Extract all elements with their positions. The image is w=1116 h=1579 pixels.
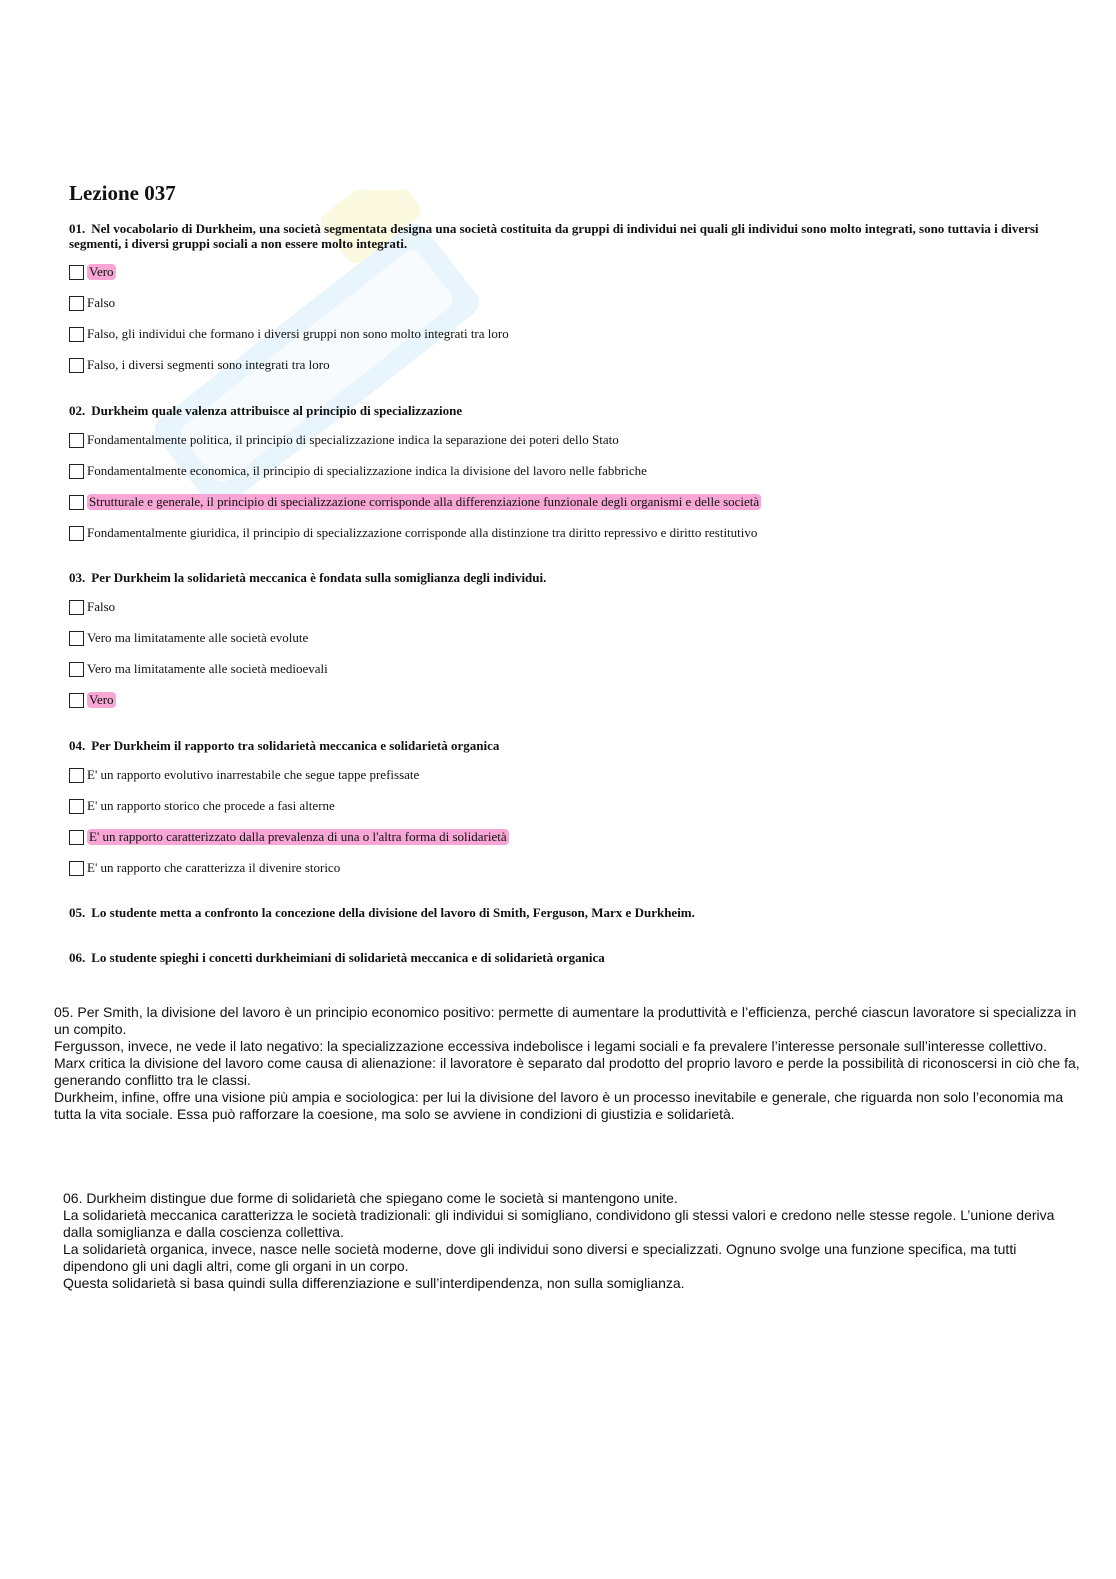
answer-paragraph: Fergusson, invece, ne vede il lato negativo: la specializzazione eccessiva indebolisce i legami sociali e fa prevalere l’interesse personale sull’interesse collettivo. (54, 1038, 1047, 1054)
checkbox[interactable] (69, 799, 84, 814)
option-row[interactable] (69, 828, 509, 846)
option-row[interactable] (69, 294, 115, 312)
option-label: Vero ma limitatamente alle società medioevali (87, 661, 328, 676)
answer-05 (54, 1004, 1084, 1123)
question-04 (69, 738, 1059, 753)
question-text: Per Durkheim il rapporto tra solidarietà meccanica e solidarietà organica (91, 738, 500, 753)
answer-paragraph: Questa solidarietà si basa quindi sulla differenziazione e sull’interdipendenza, non sulla somiglianza. (63, 1275, 685, 1291)
checkbox[interactable] (69, 861, 84, 876)
option-label-highlighted: Strutturale e generale, il principio di specializzazione corrisponde alla differenziazione funzionale degli organismi e delle società (89, 494, 760, 509)
option-row[interactable] (69, 356, 330, 374)
checkbox[interactable] (69, 327, 84, 342)
option-row[interactable] (69, 629, 308, 647)
option-row[interactable] (69, 263, 116, 281)
question-02 (69, 403, 1059, 418)
checkbox[interactable] (69, 433, 84, 448)
lesson-title: Lezione 037 (69, 181, 176, 205)
question-number: 02. (69, 403, 86, 418)
question-number: 04. (69, 738, 86, 753)
option-row[interactable] (69, 660, 328, 678)
option-label: Vero ma limitatamente alle società evolute (87, 630, 309, 645)
checkbox[interactable] (69, 358, 84, 373)
checkbox[interactable] (69, 495, 84, 510)
option-row[interactable] (69, 493, 761, 511)
checkbox[interactable] (69, 662, 84, 677)
option-label-highlighted: Vero (89, 692, 114, 707)
option-label: E' un rapporto storico che procede a fasi alterne (87, 798, 335, 813)
question-text: Lo studente metta a confronto la concezione della divisione del lavoro di Smith, Ferguson, Marx e Durkheim. (91, 905, 695, 920)
option-row[interactable] (69, 462, 647, 480)
answer-paragraph: La solidarietà organica, invece, nasce nelle società moderne, dove gli individui sono diversi e specializzati. Ognuno svolge una funzione specifica, ma tutti dipendono gli uni dagli altri, come gli organi in un corpo. (63, 1241, 1017, 1274)
checkbox[interactable] (69, 693, 84, 708)
question-03 (69, 570, 1059, 585)
checkbox[interactable] (69, 464, 84, 479)
option-row[interactable] (69, 524, 757, 542)
question-05 (69, 905, 1059, 920)
option-row[interactable] (69, 797, 335, 815)
option-label: Falso (87, 295, 116, 310)
question-text: Per Durkheim la solidarietà meccanica è fondata sulla somiglianza degli individui. (91, 570, 547, 585)
option-label: Fondamentalmente politica, il principio di specializzazione indica la separazione dei poteri dello Stato (87, 432, 619, 447)
question-number: 01. (69, 221, 86, 236)
option-label: E' un rapporto evolutivo inarrestabile che segue tappe prefissate (87, 767, 420, 782)
question-number: 06. (69, 950, 86, 965)
option-row[interactable] (69, 598, 115, 616)
answer-paragraph: La solidarietà meccanica caratterizza le società tradizionali: gli individui si somigliano, condividono gli stessi valori e credono nelle stesse regole. L’unione deriva dalla somiglianza e dalla coscienza collettiva. (63, 1207, 1055, 1240)
question-number: 03. (69, 570, 86, 585)
option-label: Falso (87, 599, 116, 614)
question-number: 05. (69, 905, 86, 920)
checkbox[interactable] (69, 830, 84, 845)
question-06 (69, 950, 1059, 965)
checkbox[interactable] (69, 265, 84, 280)
option-label: Fondamentalmente giuridica, il principio di specializzazione corrisponde alla distinzione tra diritto repressivo e diritto restitutivo (87, 525, 758, 540)
answer-06 (63, 1190, 1085, 1292)
option-label: Falso, i diversi segmenti sono integrati tra loro (87, 357, 330, 372)
answer-paragraph: Marx critica la divisione del lavoro come causa di alienazione: il lavoratore è separato dal prodotto del proprio lavoro e perde la possibilità di riconoscersi in ciò che fa, generando conflitto tra le classi. (54, 1055, 1080, 1088)
checkbox[interactable] (69, 631, 84, 646)
answer-paragraph: 05. Per Smith, la divisione del lavoro è un principio economico positivo: permette di aumentare la produttività e l’efficienza, perché ciascun lavoratore si specializza in un compito. (54, 1004, 1077, 1037)
question-text: Nel vocabolario di Durkheim, una società segmentata designa una società costituita da gruppi di individui nei quali gli individui sono molto integrati, sono tuttavia i diversi segmenti, i diversi gruppi sociali a non essere molto integrati. (69, 221, 1039, 251)
question-text: Durkheim quale valenza attribuisce al principio di specializzazione (91, 403, 463, 418)
option-label: Falso, gli individui che formano i diversi gruppi non sono molto integrati tra loro (87, 326, 509, 341)
answer-paragraph: 06. Durkheim distingue due forme di solidarietà che spiegano come le società si mantengono unite. (63, 1190, 678, 1206)
option-label-highlighted: Vero (89, 264, 114, 279)
option-label: E' un rapporto che caratterizza il divenire storico (87, 860, 341, 875)
option-row[interactable] (69, 859, 340, 877)
checkbox[interactable] (69, 768, 84, 783)
option-row[interactable] (69, 691, 116, 709)
option-row[interactable] (69, 766, 419, 784)
question-text: Lo studente spieghi i concetti durkheimiani di solidarietà meccanica e di solidarietà organica (91, 950, 605, 965)
checkbox[interactable] (69, 526, 84, 541)
option-row[interactable] (69, 431, 619, 449)
option-row[interactable] (69, 325, 509, 343)
option-label: Fondamentalmente economica, il principio di specializzazione indica la divisione del lavoro nelle fabbriche (87, 463, 647, 478)
answer-paragraph: Durkheim, infine, offre una visione più ampia e sociologica: per lui la divisione del lavoro è un processo inevitabile e generale, che riguarda non solo l’economia ma tutta la vita sociale. Essa può rafforzare la coesione, ma solo se avviene in condizioni di giustizia e solidarietà. (54, 1089, 1064, 1122)
question-01 (69, 221, 1059, 251)
checkbox[interactable] (69, 296, 84, 311)
checkbox[interactable] (69, 600, 84, 615)
option-label-highlighted: E' un rapporto caratterizzato dalla prevalenza di una o l'altra forma di solidarietà (89, 829, 507, 844)
